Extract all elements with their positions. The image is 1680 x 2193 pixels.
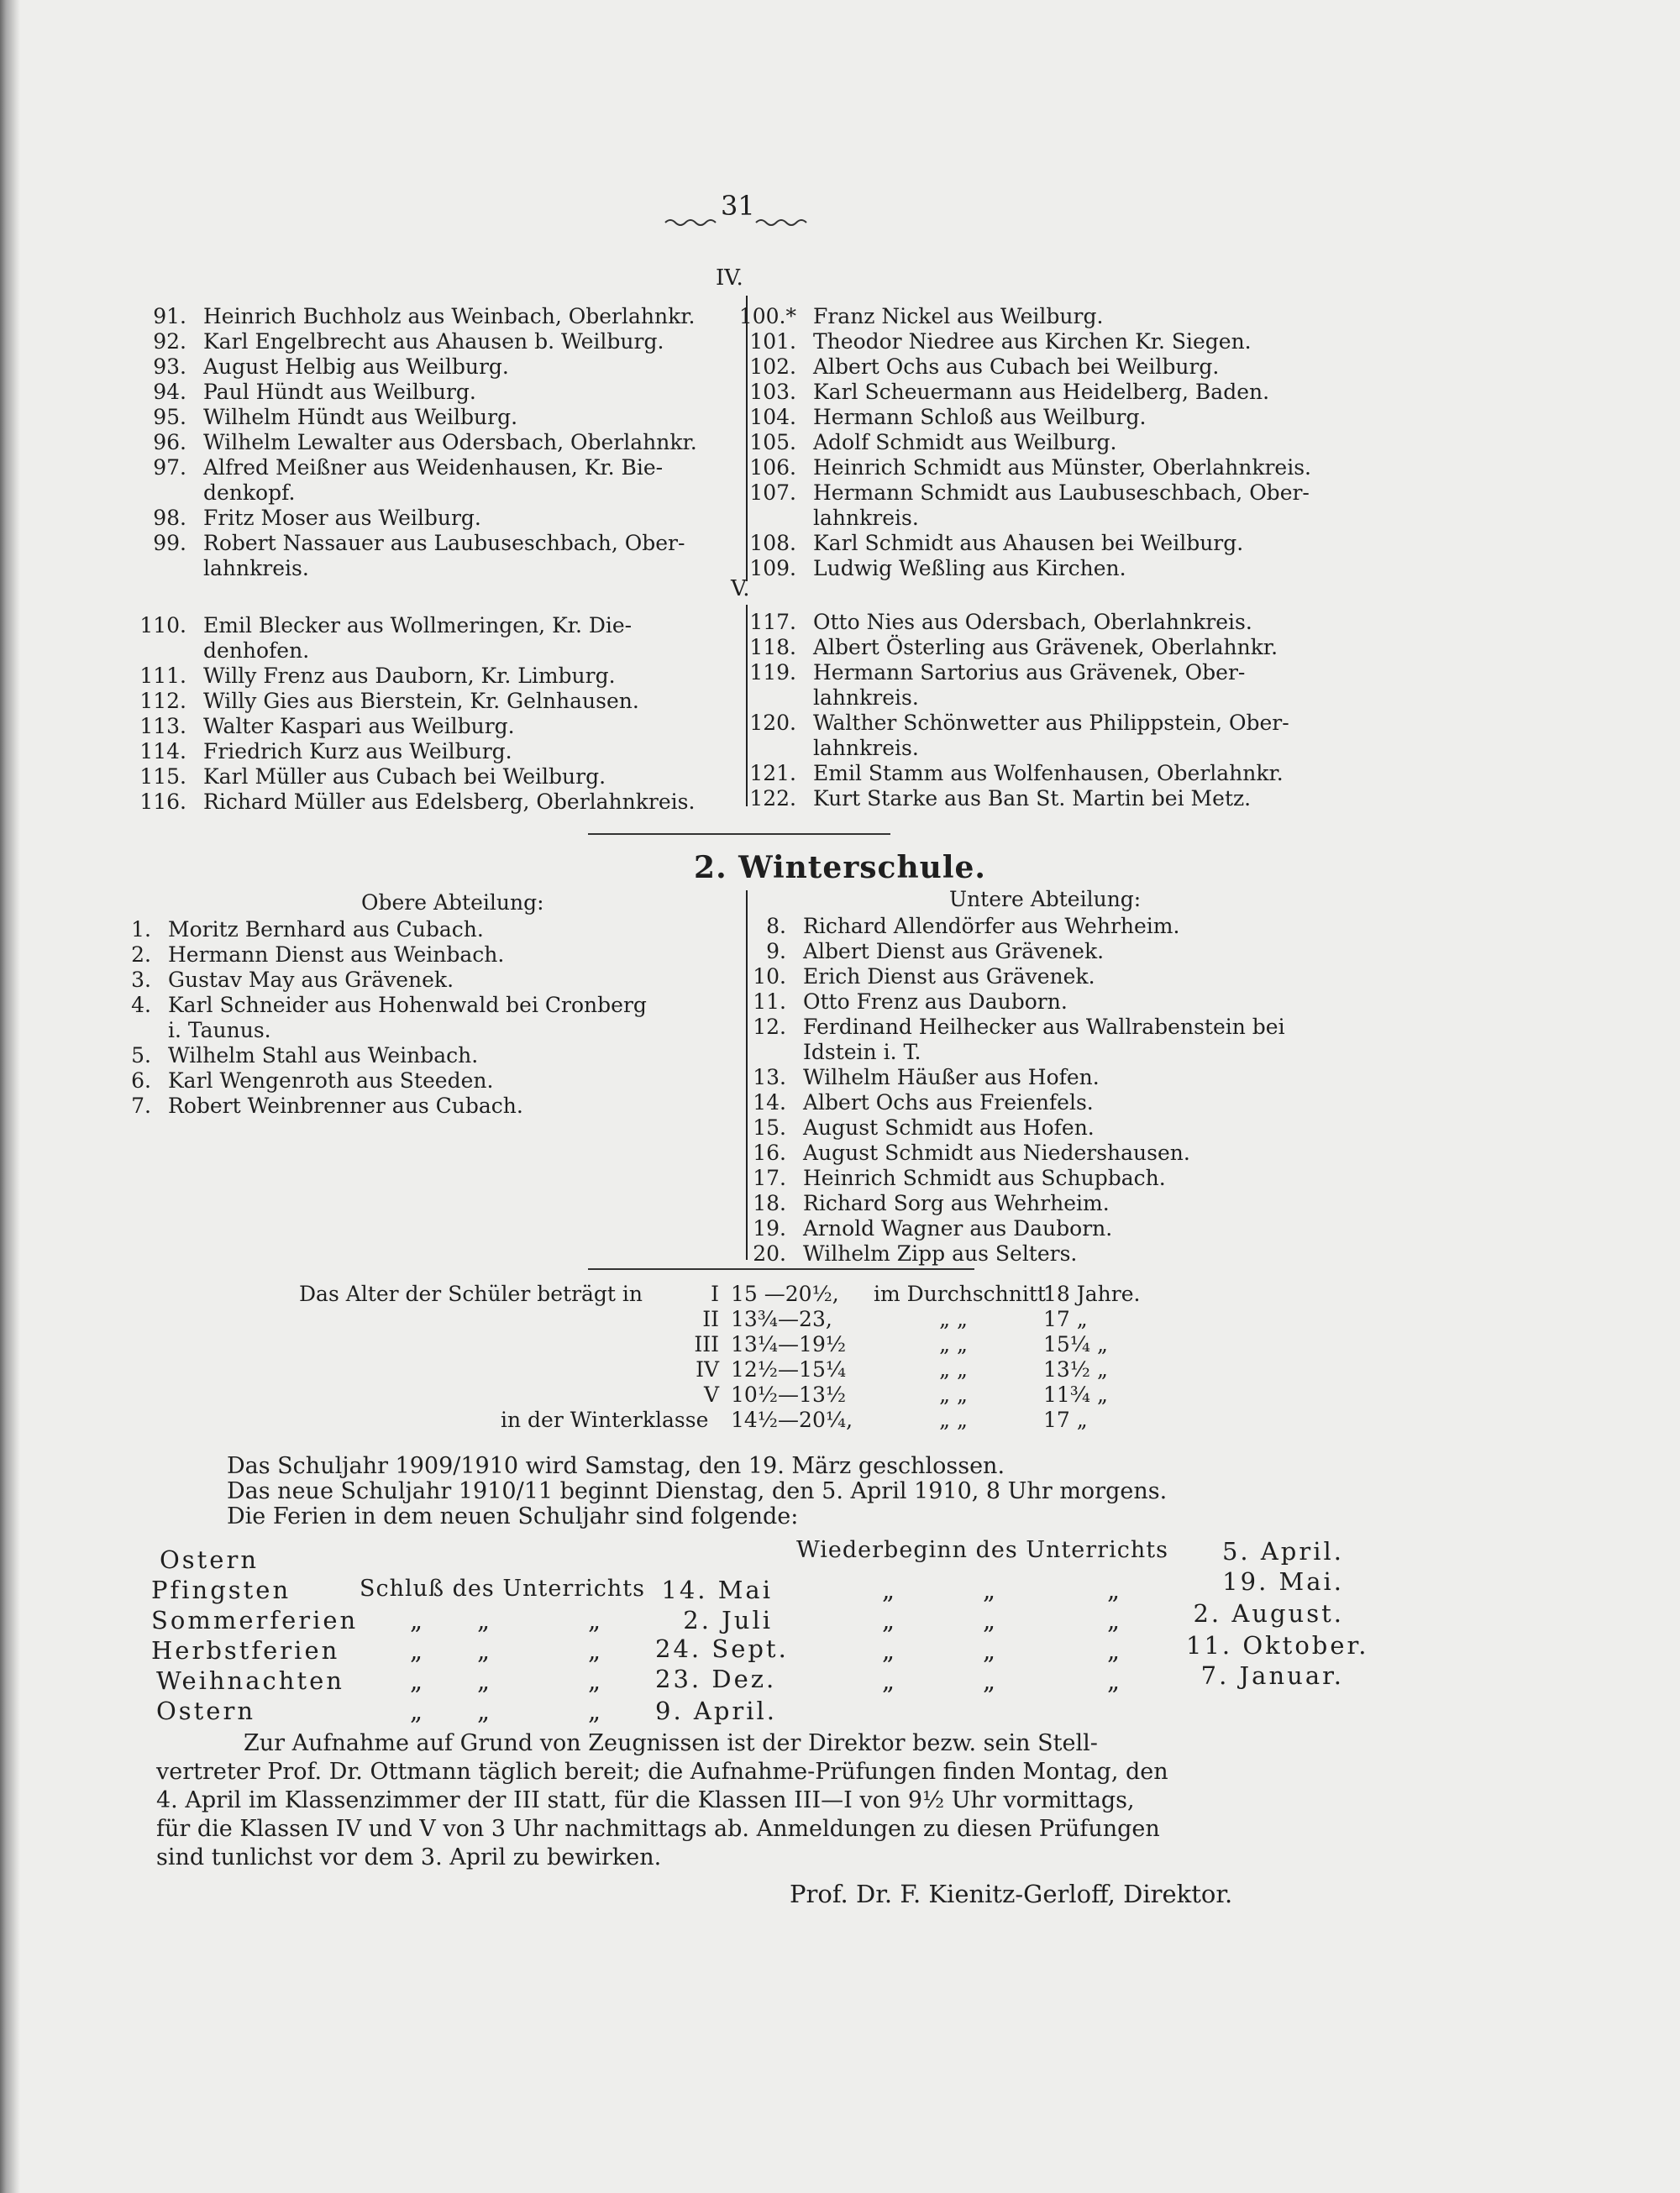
ditto-mark: „ [1107, 1636, 1123, 1665]
ferien-row-2-resume: 2. August. [1193, 1599, 1344, 1628]
ditto-mark: „ [588, 1606, 604, 1634]
list-item: 16. August Schmidt aus Niedershausen. [753, 1141, 1190, 1165]
list-item: 117. Otto Nies aus Odersbach, Oberlahnkreis. [749, 610, 1252, 634]
list-item: 112. Willy Gies aus Bierstein, Kr. Gelnhausen. [139, 689, 639, 713]
age-row-5-range: 14½—20¼, [731, 1408, 853, 1432]
list-item: 103. Karl Scheuermann aus Heidelberg, Baden. [749, 380, 1270, 404]
upper-division-title: Obere Abteilung: [361, 890, 544, 915]
ferien-row-0-resume: 5. April. [1221, 1537, 1344, 1566]
list-item: 120. Walther Schönwetter aus Philippstein, Ober- lahnkreis. [749, 711, 1289, 760]
list-item: 5. Wilhelm Stahl aus Weinbach. [131, 1043, 479, 1068]
list-item: 113. Walter Kaspari aus Weilburg. [139, 714, 515, 738]
ditto-mark: „ [477, 1666, 493, 1695]
age-row-3-range: 12½—15¼ [731, 1357, 847, 1382]
list-item: 91. Heinrich Buchholz aus Weinbach, Oberlahnkr. [153, 304, 696, 328]
list-item: 102. Albert Ochs aus Cubach bei Weilburg. [749, 354, 1220, 379]
age-row-1-avg-label: „ „ [939, 1307, 968, 1331]
ferien-end-header: Schluß des Unterrichts [360, 1576, 645, 1602]
list-item: 115. Karl Müller aus Cubach bei Weilburg. [139, 764, 606, 789]
admission-line-3: 4. April im Klassenzimmer der III statt, für die Klassen III—I von 9½ Uhr vormittags, [156, 1787, 1135, 1813]
ditto-mark: „ [882, 1636, 898, 1665]
age-row-5-pre: in der Winterklasse [501, 1408, 709, 1432]
list-item: 108. Karl Schmidt aus Ahausen bei Weilburg. [749, 531, 1244, 555]
list-item: 19. Arnold Wagner aus Dauborn. [753, 1216, 1113, 1241]
age-row-4-range: 10½—13½ [731, 1382, 847, 1407]
ferien-row-1-end: 14. Mai [661, 1576, 773, 1604]
admission-line-5: sind tunlichst vor dem 3. April zu bewirken. [156, 1844, 662, 1870]
age-row-3-avg: 13½ „ [1043, 1357, 1108, 1382]
list-item: 93. August Helbig aus Weilburg. [153, 354, 509, 379]
ditto-mark: „ [1107, 1576, 1123, 1604]
age-row-2-avg: 15¼ „ [1043, 1332, 1108, 1356]
admission-line-4: für die Klassen IV und V von 3 Uhr nachmittags ab. Anmeldungen zu diesen Prüfungen [156, 1816, 1160, 1842]
ferien-row-2-end: 2. Juli [683, 1606, 773, 1634]
list-item: 107. Hermann Schmidt aus Laubuseschbach, Ober- lahnkreis. [749, 480, 1310, 530]
ditto-mark: „ [882, 1606, 898, 1634]
list-item: 106. Heinrich Schmidt aus Münster, Oberlahnkreis. [749, 455, 1311, 480]
ditto-mark: „ [588, 1666, 604, 1695]
ferien-row-3-resume: 11. Oktober. [1186, 1631, 1369, 1660]
list-item: 118. Albert Österling aus Grävenek, Oberlahnkr. [749, 635, 1278, 659]
ditto-mark: „ [410, 1636, 426, 1665]
list-item: 119. Hermann Sartorius aus Grävenek, Ober- lahnkreis. [749, 660, 1246, 710]
age-row-2-range: 13¼—19½ [731, 1332, 847, 1356]
age-row-3-class: IV [696, 1357, 719, 1382]
list-item: 116. Richard Müller aus Edelsberg, Oberlahnkreis. [139, 790, 696, 814]
ditto-mark: „ [477, 1606, 493, 1634]
age-row-0-range: 15 —20½, [731, 1282, 839, 1306]
age-row-0-avg-label: im Durchschnitt [874, 1282, 1046, 1306]
list-item: 9. Albert Dienst aus Grävenek. [766, 939, 1105, 963]
list-item: 20. Wilhelm Zipp aus Selters. [753, 1241, 1078, 1266]
ferien-row-1-name: Pfingsten [151, 1576, 291, 1604]
list-item: 10. Erich Dienst aus Grävenek. [753, 964, 1095, 989]
section-separator-rule [588, 833, 890, 835]
list-item: 18. Richard Sorg aus Wehrheim. [753, 1191, 1110, 1215]
ferien-row-3-name: Herbstferien [151, 1636, 340, 1665]
notice-holidays-intro: Die Ferien in dem neuen Schuljahr sind folgende: [227, 1503, 799, 1529]
ditto-mark: „ [477, 1697, 493, 1725]
ferien-row-0-name: Ostern [160, 1545, 260, 1574]
winterschule-end-rule [588, 1268, 974, 1270]
ditto-mark: „ [588, 1697, 604, 1725]
list-item: 13. Wilhelm Häußer aus Hofen. [753, 1065, 1100, 1089]
age-row-4-avg: 11¾ „ [1043, 1382, 1108, 1407]
ferien-row-4-resume: 7. Januar. [1200, 1661, 1344, 1690]
ferien-row-4-name: Weihnachten [156, 1666, 344, 1695]
ditto-mark: „ [588, 1636, 604, 1665]
list-item: 111. Willy Frenz aus Dauborn, Kr. Limburg. [139, 664, 616, 688]
list-item: 94. Paul Hündt aus Weilburg. [153, 380, 476, 404]
list-item: 105. Adolf Schmidt aus Weilburg. [749, 430, 1117, 454]
director-signature: Prof. Dr. F. Kienitz-Gerloff, Direktor. [790, 1880, 1233, 1908]
list-item: 95. Wilhelm Hündt aus Weilburg. [153, 405, 518, 429]
list-item: 7. Robert Weinbrenner aus Cubach. [131, 1094, 523, 1118]
book-binding-edge [0, 0, 20, 2193]
ditto-mark: „ [983, 1606, 999, 1634]
notice-school-year-end: Das Schuljahr 1909/1910 wird Samstag, den 19. März geschlossen. [227, 1453, 1005, 1479]
age-row-2-avg-label: „ „ [939, 1332, 968, 1356]
list-item: 96. Wilhelm Lewalter aus Odersbach, Oberlahnkr. [153, 430, 697, 454]
list-item: 2. Hermann Dienst aus Weinbach. [131, 942, 505, 967]
list-item: 104. Hermann Schloß aus Weilburg. [749, 405, 1147, 429]
list-item: 99. Robert Nassauer aus Laubuseschbach, Ober- lahnkreis. [153, 531, 685, 580]
list-item: 98. Fritz Moser aus Weilburg. [153, 506, 481, 530]
age-intro: Das Alter der Schüler beträgt in [299, 1282, 643, 1306]
notice-school-year-start: Das neue Schuljahr 1910/11 beginnt Dienstag, den 5. April 1910, 8 Uhr morgens. [227, 1478, 1168, 1504]
page-number: 31 [721, 190, 755, 222]
lower-division-title: Untere Abteilung: [949, 887, 1142, 911]
list-item: 110. Emil Blecker aus Wollmeringen, Kr. Die- denhofen. [139, 613, 633, 663]
age-row-5-avg: 17 „ [1043, 1408, 1088, 1432]
list-item: 4. Karl Schneider aus Hohenwald bei Cronberg i. Taunus. [131, 993, 647, 1042]
ferien-row-4-end: 23. Dez. [655, 1665, 777, 1693]
age-row-4-avg-label: „ „ [939, 1382, 968, 1407]
list-item: 1. Moritz Bernhard aus Cubach. [131, 917, 484, 942]
ferien-row-5-end: 9. April. [655, 1697, 778, 1725]
ditto-mark: „ [882, 1666, 898, 1695]
list-item: 109. Ludwig Weßling aus Kirchen. [749, 556, 1126, 580]
list-item: 122. Kurt Starke aus Ban St. Martin bei Metz. [749, 786, 1252, 811]
section-iv-label: IV. [716, 265, 743, 291]
age-row-0-avg: 18 Jahre. [1043, 1282, 1141, 1306]
age-row-0-class: I [711, 1282, 719, 1306]
ditto-mark: „ [1107, 1606, 1123, 1634]
ferien-row-2-name: Sommerferien [151, 1606, 359, 1634]
ditto-mark: „ [477, 1636, 493, 1665]
age-row-1-avg: 17 „ [1043, 1307, 1088, 1331]
list-item: 8. Richard Allendörfer aus Wehrheim. [766, 914, 1180, 938]
age-row-1-class: II [702, 1307, 719, 1331]
ferien-row-5-name: Ostern [156, 1697, 256, 1725]
list-item: 121. Emil Stamm aus Wolfenhausen, Oberlahnkr. [749, 761, 1284, 785]
ditto-mark: „ [983, 1636, 999, 1665]
list-item: 6. Karl Wengenroth aus Steeden. [131, 1068, 494, 1093]
ditto-mark: „ [983, 1576, 999, 1604]
ditto-mark: „ [410, 1606, 426, 1634]
section-v-label: V. [731, 576, 750, 601]
ditto-mark: „ [882, 1576, 898, 1604]
list-item: 17. Heinrich Schmidt aus Schupbach. [753, 1166, 1166, 1190]
ditto-mark: „ [983, 1666, 999, 1695]
list-item: 100.* Franz Nickel aus Weilburg. [738, 304, 1104, 328]
age-row-5-avg-label: „ „ [939, 1408, 968, 1432]
list-item: 97. Alfred Meißner aus Weidenhausen, Kr. Bie- denkopf. [153, 455, 664, 505]
list-item: 11. Otto Frenz aus Dauborn. [753, 989, 1068, 1014]
list-item: 14. Albert Ochs aus Freienfels. [753, 1090, 1094, 1115]
ferien-resume-header: Wiederbeginn des Unterrichts [796, 1537, 1168, 1563]
list-item: 92. Karl Engelbrecht aus Ahausen b. Weilburg. [153, 329, 664, 354]
list-item: 3. Gustav May aus Grävenek. [131, 968, 454, 992]
winterschule-heading: 2. Winterschule. [694, 850, 986, 885]
ditto-mark: „ [410, 1697, 426, 1725]
ditto-mark: „ [1107, 1666, 1123, 1695]
age-row-2-class: III [694, 1332, 719, 1356]
admission-line-2: vertreter Prof. Dr. Ottmann täglich bereit; die Aufnahme-Prüfungen finden Montag, den [156, 1759, 1168, 1785]
list-item: 114. Friedrich Kurz aus Weilburg. [139, 739, 512, 763]
wavy-ornament-rule [664, 216, 815, 229]
list-item: 15. August Schmidt aus Hofen. [753, 1115, 1095, 1140]
age-row-4-class: V [703, 1382, 719, 1407]
list-item: 101. Theodor Niedree aus Kirchen Kr. Siegen. [749, 329, 1252, 354]
admission-line-1: Zur Aufnahme auf Grund von Zeugnissen ist der Direktor bezw. sein Stell- [244, 1730, 1098, 1756]
age-row-3-avg-label: „ „ [939, 1357, 968, 1382]
ditto-mark: „ [410, 1666, 426, 1695]
ferien-row-1-resume: 19. Mai. [1222, 1567, 1344, 1596]
list-item: 12. Ferdinand Heilhecker aus Wallrabenstein bei Idstein i. T. [753, 1015, 1285, 1064]
ferien-row-3-end: 24. Sept. [655, 1634, 789, 1663]
age-row-1-range: 13¾—23, [731, 1307, 832, 1331]
